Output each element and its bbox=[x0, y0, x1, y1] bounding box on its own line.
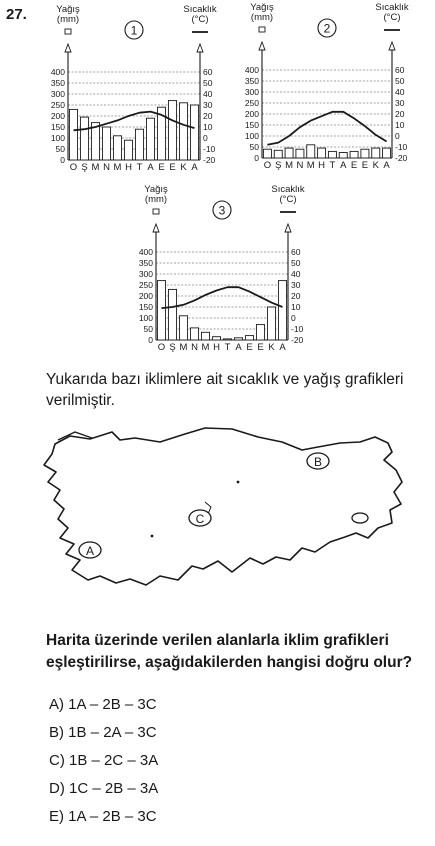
temp-tick-label: 0 bbox=[291, 313, 296, 323]
temp-tick-label: 60 bbox=[203, 67, 213, 77]
left-axis-arrow bbox=[65, 44, 71, 52]
option-b[interactable] bbox=[49, 724, 157, 741]
precip-bar bbox=[168, 289, 176, 340]
precip-tick-label: 100 bbox=[50, 133, 65, 143]
month-label: E bbox=[158, 162, 165, 173]
precip-bar bbox=[80, 117, 88, 160]
chart-number: 3 bbox=[218, 203, 226, 218]
precip-tick-label: 0 bbox=[60, 155, 65, 165]
precip-bar bbox=[223, 339, 231, 340]
precip-bar bbox=[318, 148, 326, 158]
precip-bar bbox=[278, 281, 286, 340]
precip-bar bbox=[383, 148, 391, 158]
precip-tick-label: 350 bbox=[50, 78, 65, 88]
precip-tick-label: 100 bbox=[138, 313, 153, 323]
precip-tick-label: 0 bbox=[254, 153, 259, 163]
temp-tick-label: 20 bbox=[203, 111, 213, 121]
bar-legend-icon bbox=[65, 29, 71, 34]
option-letter: A) bbox=[49, 696, 64, 713]
month-label: T bbox=[136, 162, 143, 173]
precip-tick-label: 150 bbox=[138, 302, 153, 312]
map-label-a[interactable] bbox=[79, 542, 101, 558]
month-label: O bbox=[263, 160, 272, 171]
month-label: T bbox=[329, 160, 336, 171]
temp-tick-label: -20 bbox=[291, 335, 304, 345]
precip-bar bbox=[102, 127, 110, 160]
left-axis-arrow bbox=[153, 224, 159, 232]
climate-charts bbox=[0, 0, 435, 360]
precip-tick-label: 150 bbox=[50, 122, 65, 132]
option-letter: C) bbox=[49, 752, 65, 769]
precip-bar bbox=[372, 148, 380, 158]
month-label: T bbox=[224, 342, 231, 353]
svg-text:B: B bbox=[313, 455, 323, 469]
precip-bar bbox=[307, 145, 315, 158]
precip-tick-label: 300 bbox=[138, 269, 153, 279]
temp-tick-label: 50 bbox=[291, 258, 301, 268]
month-label: A bbox=[279, 342, 286, 353]
bar-legend-icon bbox=[153, 209, 159, 214]
question-prompt: Harita üzerinde verilen alanlarla iklim grafikleri eşleştirilirse, aşağıdakilerden hangisi doğru olur? bbox=[46, 632, 413, 671]
precip-bar bbox=[285, 148, 293, 158]
month-label: A bbox=[235, 342, 242, 353]
month-label: E bbox=[257, 342, 264, 353]
precip-bar bbox=[190, 105, 198, 160]
precip-axis-unit: (mm) bbox=[144, 194, 168, 205]
precip-tick-label: 0 bbox=[148, 335, 153, 345]
option-letter: E) bbox=[49, 808, 64, 825]
temp-tick-label: -10 bbox=[203, 144, 216, 154]
month-label: M bbox=[306, 160, 315, 171]
month-label: E bbox=[246, 342, 253, 353]
option-letter: D) bbox=[49, 780, 65, 797]
precip-tick-label: 200 bbox=[50, 111, 65, 121]
turkey-outline bbox=[44, 428, 402, 585]
month-label: Ş bbox=[275, 160, 282, 171]
temp-tick-label: 10 bbox=[395, 120, 405, 130]
temp-tick-label: 60 bbox=[395, 65, 405, 75]
temp-tick-label: 0 bbox=[395, 131, 400, 141]
map-dot bbox=[237, 481, 240, 484]
month-label: N bbox=[296, 160, 304, 171]
svg-text:C: C bbox=[195, 512, 205, 526]
option-c[interactable] bbox=[49, 752, 158, 769]
option-text: 1B – 2A – 3C bbox=[68, 724, 157, 741]
precip-bar bbox=[263, 149, 271, 158]
precip-bar bbox=[124, 140, 132, 160]
precip-bar bbox=[361, 149, 369, 158]
climate-chart-3 bbox=[139, 184, 305, 353]
temp-tick-label: 30 bbox=[395, 98, 405, 108]
month-label: N bbox=[103, 162, 110, 173]
precip-bar bbox=[350, 151, 358, 158]
precip-bar bbox=[212, 337, 220, 340]
option-letter: B) bbox=[49, 724, 64, 741]
precip-tick-label: 150 bbox=[244, 120, 259, 130]
precip-tick-label: 200 bbox=[244, 109, 259, 119]
temp-tick-label: 40 bbox=[395, 87, 405, 97]
month-label: M bbox=[91, 162, 100, 173]
precip-bar bbox=[328, 151, 336, 158]
month-label: K bbox=[268, 342, 275, 353]
temp-axis-title: Sıcaklık bbox=[183, 4, 217, 15]
option-a[interactable] bbox=[49, 696, 157, 713]
temp-tick-label: -20 bbox=[395, 153, 408, 163]
month-label: N bbox=[191, 342, 198, 353]
map-label-c[interactable] bbox=[189, 510, 211, 526]
temp-tick-label: 0 bbox=[203, 133, 208, 143]
month-label: M bbox=[285, 160, 294, 171]
temp-tick-label: 50 bbox=[203, 78, 213, 88]
temp-axis-unit: (°C) bbox=[191, 14, 209, 25]
month-label: Ş bbox=[81, 162, 88, 173]
temp-tick-label: 10 bbox=[291, 302, 301, 312]
month-label: M bbox=[113, 162, 122, 173]
temp-tick-label: 30 bbox=[291, 280, 301, 290]
month-label: A bbox=[383, 160, 390, 171]
temp-axis-unit: (°C) bbox=[279, 194, 297, 205]
map-dot bbox=[151, 535, 154, 538]
precip-tick-label: 300 bbox=[50, 89, 65, 99]
temp-axis-title: Sıcaklık bbox=[271, 184, 305, 195]
option-text: 1A – 2B – 3C bbox=[68, 696, 157, 713]
month-label: M bbox=[179, 342, 188, 353]
month-label: A bbox=[191, 162, 198, 173]
right-axis-arrow bbox=[389, 42, 395, 50]
option-d[interactable] bbox=[49, 780, 158, 797]
temp-tick-label: 30 bbox=[203, 100, 213, 110]
temp-tick-label: -20 bbox=[203, 155, 216, 165]
precip-tick-label: 100 bbox=[244, 131, 259, 141]
month-label: O bbox=[69, 162, 78, 173]
month-label: A bbox=[340, 160, 347, 171]
precip-bar bbox=[69, 109, 77, 160]
temperature-line bbox=[267, 112, 386, 145]
option-e[interactable] bbox=[49, 808, 157, 825]
climate-chart-2 bbox=[245, 2, 409, 171]
precip-axis-unit: (mm) bbox=[56, 14, 80, 25]
bar-legend-icon bbox=[259, 27, 265, 32]
precip-axis-title: Yağış bbox=[144, 184, 168, 195]
climate-chart-1 bbox=[51, 4, 217, 173]
precip-tick-label: 200 bbox=[138, 291, 153, 301]
precip-tick-label: 50 bbox=[55, 144, 65, 154]
precip-bar bbox=[339, 153, 347, 159]
right-axis-arrow bbox=[285, 224, 291, 232]
precip-bar bbox=[190, 328, 198, 340]
precip-bar bbox=[267, 307, 275, 340]
month-label: K bbox=[180, 162, 187, 173]
precip-tick-label: 400 bbox=[244, 65, 259, 75]
precip-bar bbox=[157, 281, 165, 340]
precip-bar bbox=[113, 136, 121, 160]
temp-tick-label: -10 bbox=[291, 324, 304, 334]
left-axis-arrow bbox=[259, 42, 265, 50]
precip-axis-title: Yağış bbox=[250, 2, 274, 13]
precip-axis-title: Yağış bbox=[56, 4, 80, 15]
precip-bar bbox=[179, 316, 187, 340]
temp-tick-label: 40 bbox=[203, 89, 213, 99]
question-number: 27. bbox=[6, 6, 27, 23]
month-label: E bbox=[350, 160, 358, 171]
precip-bar bbox=[168, 101, 176, 160]
map-label-b[interactable] bbox=[307, 453, 329, 469]
precip-bar bbox=[234, 338, 242, 340]
temp-tick-label: 10 bbox=[203, 122, 213, 132]
month-label: Ş bbox=[169, 342, 176, 353]
precip-tick-label: 300 bbox=[244, 87, 259, 97]
month-label: E bbox=[169, 162, 176, 173]
precip-bar bbox=[135, 129, 143, 160]
temp-tick-label: 20 bbox=[395, 109, 405, 119]
precip-bar bbox=[256, 325, 264, 340]
svg-text:A: A bbox=[85, 544, 95, 558]
chart-number: 2 bbox=[323, 21, 331, 36]
month-label: H bbox=[213, 342, 220, 353]
temp-axis-title: Sıcaklık bbox=[375, 2, 409, 13]
option-text: 1B – 2C – 3A bbox=[69, 752, 159, 769]
chart-number: 1 bbox=[130, 23, 138, 38]
month-label: E bbox=[361, 160, 369, 171]
month-label: H bbox=[125, 162, 132, 173]
right-axis-arrow bbox=[197, 44, 203, 52]
temp-tick-label: -10 bbox=[395, 142, 408, 152]
precip-bar bbox=[201, 332, 209, 340]
precip-tick-label: 250 bbox=[244, 98, 259, 108]
temp-tick-label: 60 bbox=[291, 247, 301, 257]
precip-axis-unit: (mm) bbox=[250, 12, 274, 23]
month-label: A bbox=[147, 162, 154, 173]
temp-tick-label: 50 bbox=[395, 76, 405, 86]
option-text: 1A – 2B – 3C bbox=[68, 808, 157, 825]
precip-bar bbox=[296, 149, 304, 158]
month-label: O bbox=[157, 342, 166, 353]
temp-tick-label: 20 bbox=[291, 291, 301, 301]
month-label: H bbox=[318, 160, 326, 171]
precip-bar bbox=[179, 103, 187, 160]
temp-tick-label: 40 bbox=[291, 269, 301, 279]
precip-tick-label: 350 bbox=[244, 76, 259, 86]
temperature-line bbox=[162, 287, 283, 308]
temp-axis-unit: (°C) bbox=[383, 12, 401, 23]
month-label: K bbox=[372, 160, 379, 171]
precip-tick-label: 50 bbox=[143, 324, 153, 334]
precip-bar bbox=[146, 118, 154, 160]
month-label: M bbox=[201, 342, 210, 353]
precip-bar bbox=[245, 336, 253, 340]
turkey-map bbox=[0, 420, 435, 660]
precip-bar bbox=[274, 150, 282, 158]
precip-tick-label: 250 bbox=[138, 280, 153, 290]
precip-tick-label: 250 bbox=[50, 100, 65, 110]
precip-tick-label: 400 bbox=[138, 247, 153, 257]
precip-tick-label: 350 bbox=[138, 258, 153, 268]
option-text: 1C – 2B – 3A bbox=[69, 780, 159, 797]
precip-tick-label: 50 bbox=[249, 142, 259, 152]
precip-tick-label: 400 bbox=[50, 67, 65, 77]
intro-text: Yukarıda bazı iklimlere ait sıcaklık ve yağış grafikleri verilmiştir. bbox=[46, 371, 404, 409]
